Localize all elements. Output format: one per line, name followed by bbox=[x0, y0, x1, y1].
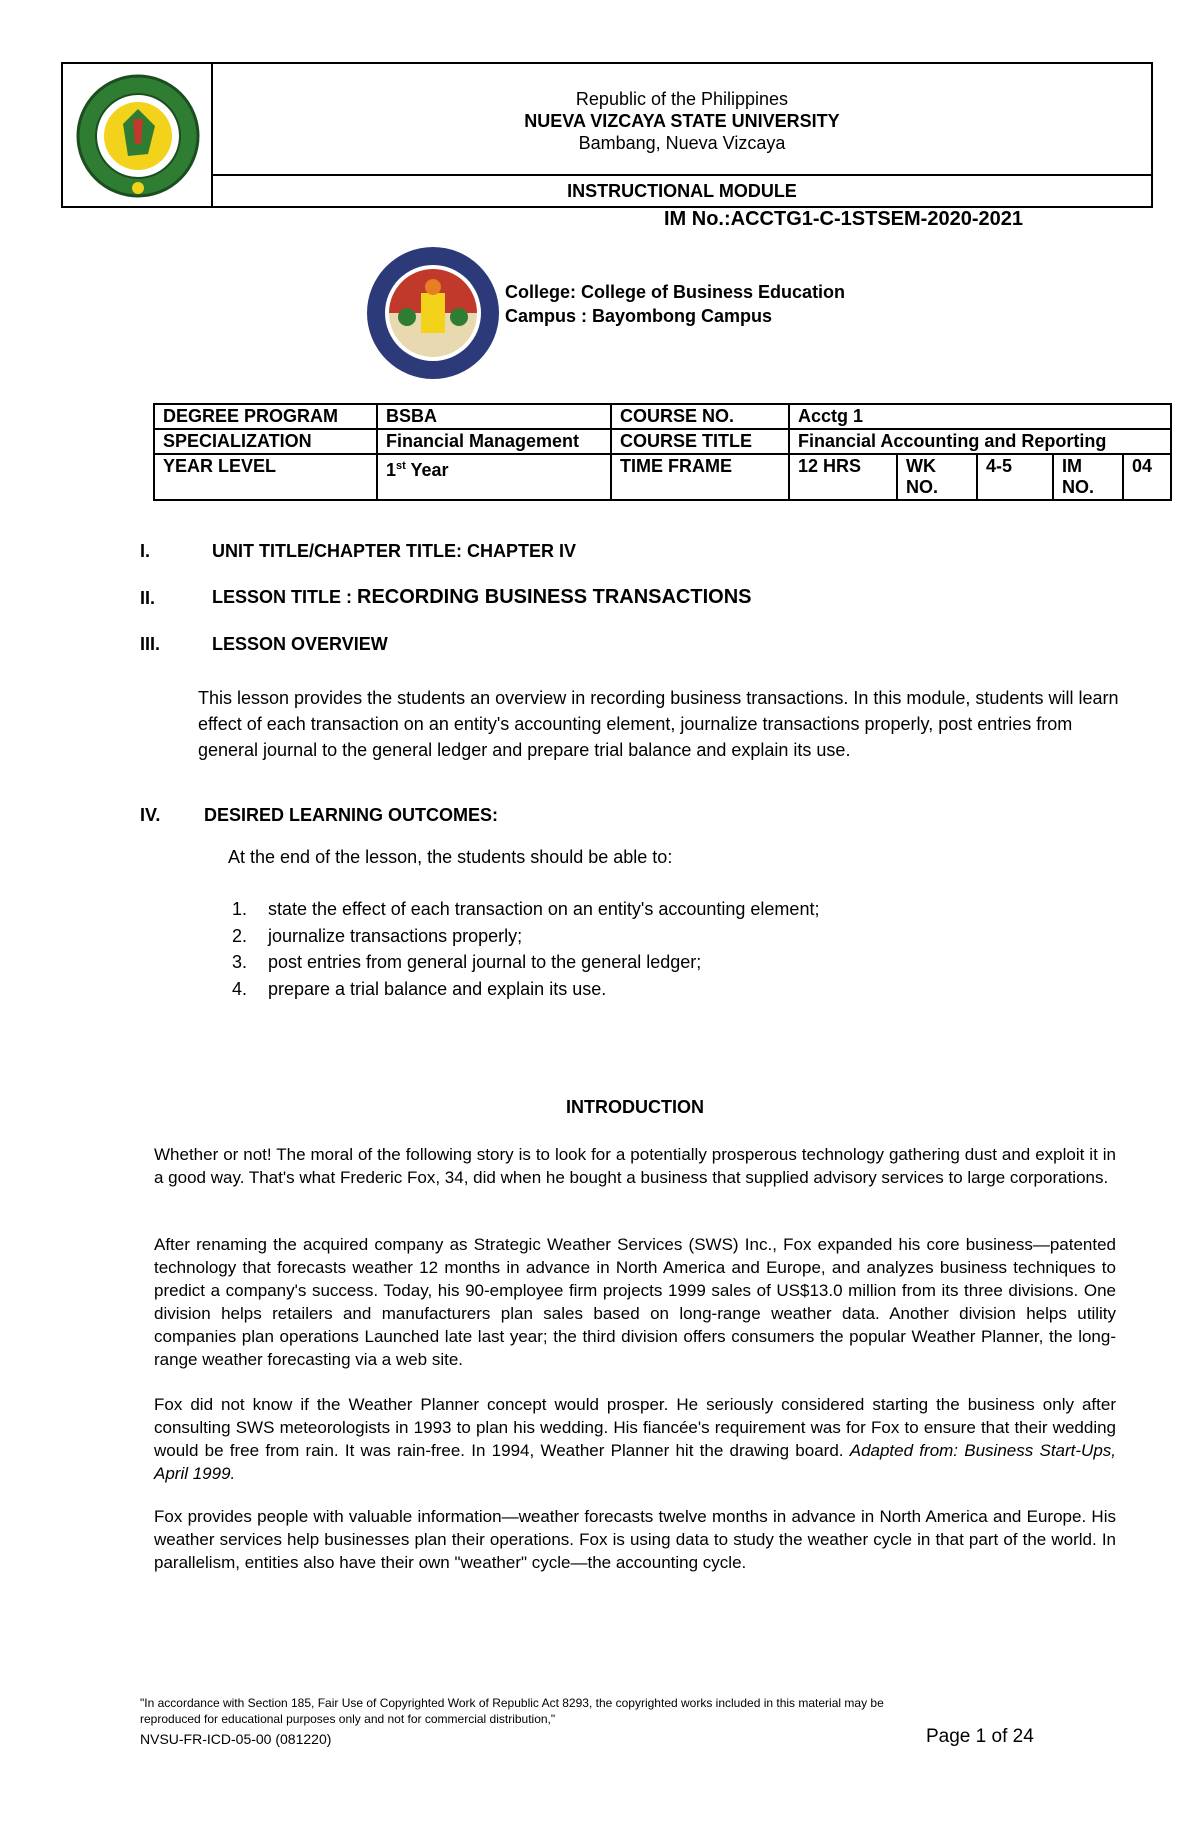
year-word: Year bbox=[405, 460, 449, 480]
university-seal-icon bbox=[63, 64, 213, 206]
list-item bbox=[232, 923, 819, 950]
im-number-label: IM NO. bbox=[1053, 454, 1123, 500]
week-number-label: WK NO. bbox=[897, 454, 977, 500]
intro-source-citation: Adapted from: Business Start-Ups, April 1999. bbox=[154, 1441, 1116, 1483]
outcomes-intro: At the end of the lesson, the students should be able to: bbox=[228, 847, 673, 867]
time-frame-value: 12 HRS bbox=[789, 454, 897, 500]
course-no-label: COURSE NO. bbox=[611, 404, 789, 429]
year-num: 1 bbox=[386, 460, 397, 480]
intro-paragraph-1: Whether or not! The moral of the following story is to look for a potentially prosperous technology gathering dust and exploit it in a good way. That's what Frederic Fox, 34, did when he bought a business that supplied advisory services to large corporations. bbox=[154, 1145, 1116, 1187]
specialization-label: SPECIALIZATION bbox=[154, 429, 377, 454]
copyright-footnote bbox=[140, 1695, 1040, 1727]
footnote-line-2: reproduced for educational purposes only and not for commercial distribution," bbox=[140, 1712, 556, 1726]
table-row bbox=[154, 429, 1171, 454]
table-row bbox=[154, 454, 1171, 500]
outcome-number: 1. bbox=[232, 899, 248, 919]
university-address: Bambang, Nueva Vizcaya bbox=[578, 133, 786, 153]
outcome-text: post entries from general journal to the general ledger; bbox=[268, 952, 702, 972]
section-1-title: UNIT TITLE/CHAPTER TITLE: CHAPTER IV bbox=[212, 541, 576, 561]
section-1-number: I. bbox=[140, 541, 151, 561]
campus-line: Campus : Bayombong Campus bbox=[505, 306, 773, 326]
republic-line: Republic of the Philippines bbox=[575, 89, 789, 109]
footnote-line-1: "In accordance with Section 185, Fair Use of Copyrighted Work of Republic Act 8293, the copyrighted works included in this material may be bbox=[140, 1696, 884, 1710]
intro-paragraph-3 bbox=[154, 1393, 1116, 1485]
time-frame-label: TIME FRAME bbox=[611, 454, 789, 500]
course-no-value: Acctg 1 bbox=[789, 404, 1171, 429]
im-number: IM No.:ACCTG1-C-1STSEM-2020-2021 bbox=[664, 208, 1023, 230]
course-title-label: COURSE TITLE bbox=[611, 429, 789, 454]
year-level-value bbox=[377, 454, 611, 500]
year-level-label: YEAR LEVEL bbox=[154, 454, 377, 500]
year-sup: st bbox=[396, 460, 406, 472]
module-type: INSTRUCTIONAL MODULE bbox=[567, 181, 797, 201]
list-item bbox=[232, 896, 819, 923]
course-title-value: Financial Accounting and Reporting bbox=[789, 429, 1171, 454]
section-4-number: IV. bbox=[140, 805, 161, 825]
header-box bbox=[61, 62, 1153, 208]
intro-paragraph-4: Fox provides people with valuable information—weather forecasts twelve months in advance in North America and Europe. His weather services help businesses plan their operations. Fox is using data to study the weather cycle in that part of the world. In parallelism, entities also have their own "weather" cycle—the accounting cycle. bbox=[154, 1507, 1116, 1572]
list-item bbox=[232, 949, 819, 976]
course-info-table bbox=[153, 403, 1172, 501]
lesson-title-label: LESSON TITLE : bbox=[212, 587, 358, 607]
week-number-value: 4-5 bbox=[977, 454, 1053, 500]
intro-paragraph-3-text: Fox did not know if the Weather Planner concept would prosper. He seriously considered starting the business only after consulting SWS meteorologists in 1993 to plan his wedding. His fiancée's requirement was for Fox to ensure that their wedding would be free from rain. It was rain-free. In 1994, Weather Planner hit the drawing board. bbox=[154, 1395, 1116, 1460]
specialization-value: Financial Management bbox=[377, 429, 611, 454]
outcome-number: 4. bbox=[232, 978, 248, 999]
page-number: Page 1 of 24 bbox=[926, 1726, 1034, 1747]
outcome-text: state the effect of each transaction on an entity's accounting element; bbox=[268, 899, 820, 919]
header-title-block bbox=[213, 64, 1151, 176]
degree-label: DEGREE PROGRAM bbox=[154, 404, 377, 429]
outcome-text: journalize transactions properly; bbox=[268, 925, 523, 946]
section-2-title bbox=[212, 586, 752, 609]
section-4-title: DESIRED LEARNING OUTCOMES: bbox=[204, 805, 499, 825]
college-line: College: College of Business Education bbox=[505, 282, 846, 302]
list-item bbox=[232, 976, 819, 1003]
outcome-number: 3. bbox=[232, 952, 248, 972]
section-3-number: III. bbox=[140, 634, 161, 654]
college-seal-icon bbox=[365, 245, 501, 381]
lesson-title: RECORDING BUSINESS TRANSACTIONS bbox=[357, 586, 752, 608]
degree-value: BSBA bbox=[377, 404, 611, 429]
university-logo-cell bbox=[63, 64, 213, 206]
outcome-number: 2. bbox=[232, 925, 248, 946]
form-number: NVSU-FR-ICD-05-00 (081220) bbox=[140, 1731, 332, 1747]
outcome-text: prepare a trial balance and explain its use. bbox=[268, 978, 607, 999]
university-name: NUEVA VIZCAYA STATE UNIVERSITY bbox=[524, 111, 840, 131]
table-row bbox=[154, 404, 1171, 429]
introduction-title: INTRODUCTION bbox=[566, 1097, 704, 1117]
section-3-title: LESSON OVERVIEW bbox=[212, 634, 388, 654]
section-2-number: II. bbox=[140, 588, 156, 608]
intro-paragraph-2: After renaming the acquired company as Strategic Weather Services (SWS) Inc., Fox expanded his core business—patented technology that forecasts weather 12 months in advance in North America and Europe, and analyzes business techniques to predict a company's success. Today, his 90-employee firm projects 1999 sales of US$13.0 million from its three divisions. One division helps retailers and manufacturers plan sales based on long-range weather data. Another division helps utility companies plan operations Launched late last year; the third division offers consumers the popular Weather Planner, the long-range weather forecasting via a web site. bbox=[154, 1235, 1116, 1369]
overview-paragraph: This lesson provides the students an overview in recording business transactions. In this module, students will learn effect of each transaction on an entity's accounting element, journalize transactions properly, post entries from general journal to the general ledger and prepare trial balance and explain its use. bbox=[198, 688, 1119, 760]
college-info bbox=[505, 280, 845, 328]
outcomes-list bbox=[232, 896, 819, 1002]
im-number-value: 04 bbox=[1123, 454, 1171, 500]
